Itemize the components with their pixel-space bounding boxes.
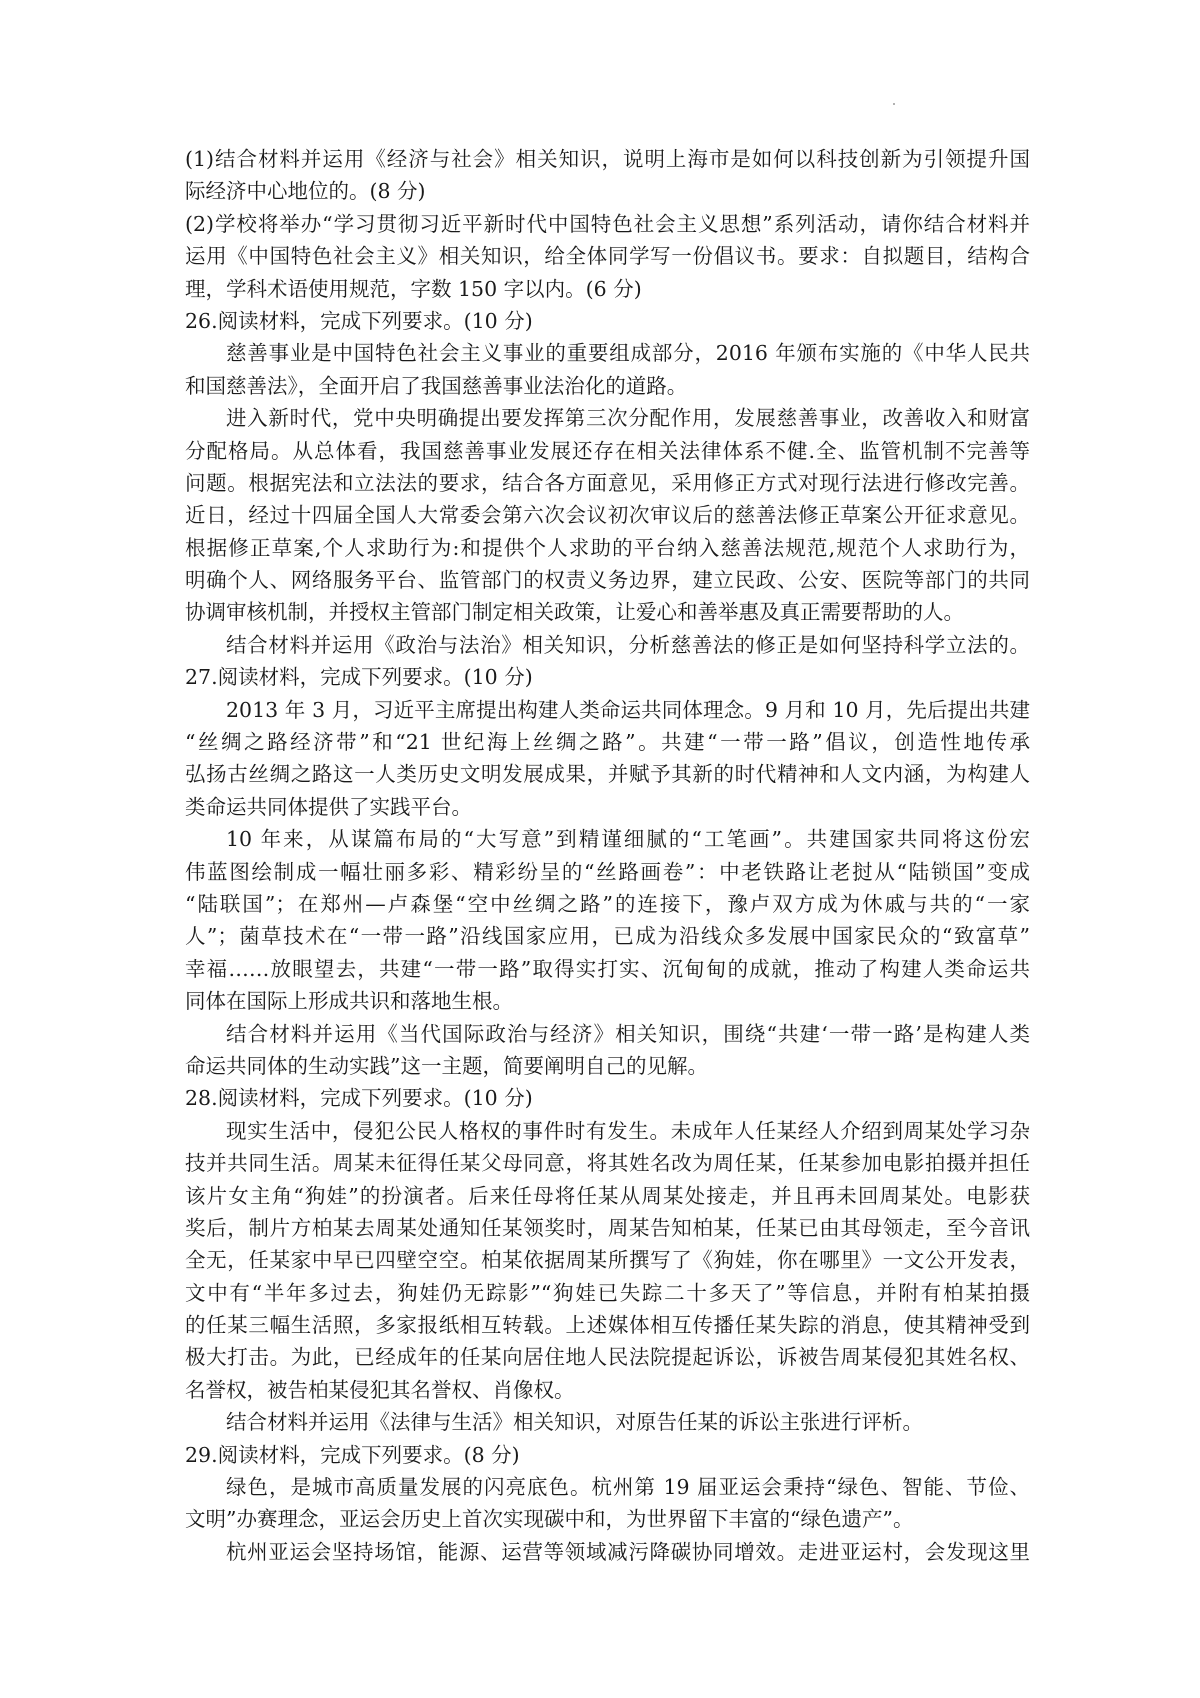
q27-task-line-2: 命运共同体的生动实践”这一主题，简要阐明自己的见解。 [185,1053,708,1078]
q27-p2-line-5: 幸福……放眼望去，共建“一带一路”取得实打实、沉甸甸的成就，推动了构建人类命运共 [185,956,1030,981]
q26-p1-line-2: 和国慈善法》，全面开启了我国慈善事业法治化的道路。 [185,373,688,398]
q26-p2-line-3: 问题。根据宪法和立法法的要求，结合各方面意见，采用修正方式对现行法进行修改完善。 [185,470,1030,495]
q27-p2-line-6: 同体在国际上形成共识和落地生根。 [185,989,513,1014]
q29-p1-line-2: 文明”办赛理念，亚运会历史上首次实现碳中和，为世界留下丰富的“绿色遗产”。 [185,1507,914,1532]
q25-part1-line-1: (1)结合材料并运用《经济与社会》相关知识，说明上海市是如何以科技创新为引领提升国 [185,147,1030,171]
q26-p2-line-1: 进入新时代，党中央明确提出要发挥第三次分配作用，发展慈善事业，改善收入和财富 [226,406,1030,431]
q27-p2-line-4: 人”；菌草技术在“一带一路”沿线国家应用，已成为沿线众多发展中国家民众的“致富草” [185,924,1030,949]
q25-part1-line-2: 际经济中心地位的。(8 分) [185,179,426,204]
q26-p2-line-7: 协调审核机制，并授权主管部门制定相关政策，让爱心和善举惠及真正需要帮助的人。 [185,600,964,625]
q25-part2-line-2: 运用《中国特色社会主义》相关知识，给全体同学写一份倡议书。要求：自拟题目，结构合 [185,244,1030,269]
q29-heading: 29.阅读材料，完成下列要求。(8 分) [185,1442,520,1467]
q25-part2-line-1: (2)学校将举办“学习贯彻习近平新时代中国特色社会主义思想”系列活动，请你结合材料并 [185,211,1030,236]
exam-page [185,143,1030,1568]
q28-p1-line-7: 的任某三幅生活照，多家报纸相互转载。上述媒体相互传播任某失踪的消息，使其精神受到 [185,1313,1030,1338]
q26-task: 结合材料并运用《政治与法治》相关知识，分析慈善法的修正是如何坚持科学立法的。 [226,632,1030,657]
q26-p2-line-6: 明确个人、网络服务平台、监管部门的权责义务边界，建立民政、公安、医院等部门的共同 [185,568,1030,593]
scan-speck [893,103,895,105]
q26-p2-line-2: 分配格局。从总体看，我国慈善事业发展还存在相关法律体系不健.全、监管机制不完善等 [185,438,1030,463]
q28-p1-line-8: 极大打击。为此，已经成年的任某向居住地人民法院提起诉讼，诉被告周某侵犯其姓名权、 [185,1345,1030,1370]
q26-p2-line-5: 根据修正草案,个人求助行为:和提供个人求助的平台纳入慈善法规范,规范个人求助行为， [185,535,1030,560]
q27-p1-line-3: 弘扬古丝绸之路这一人类历史文明发展成果，并赋予其新的时代精神和人文内涵，为构建人 [185,762,1030,787]
q29-p1-line-1: 绿色，是城市高质量发展的闪亮底色。杭州第 19 届亚运会秉持“绿色、智能、节俭、 [226,1475,1030,1500]
q27-p1-line-2: “丝绸之路经济带”和“21 世纪海上丝绸之路”。共建“一带一路”倡议，创造性地传承 [185,730,1030,755]
q27-p2-line-3: “陆联国”；在郑州—卢森堡“空中丝绸之路”的连接下，豫卢双方成为休戚与共的“一家 [185,891,1030,916]
q28-p1-line-6: 文中有“半年多过去，狗娃仍无踪影”“狗娃已失踪二十多天了”等信息，并附有柏某拍摄 [185,1280,1030,1305]
q28-p1-line-9: 名誉权，被告柏某侵犯其名誉权、肖像权。 [185,1377,575,1402]
q28-task: 结合材料并运用《法律与生活》相关知识，对原告任某的诉讼主张进行评析。 [226,1410,923,1435]
q28-p1-line-3: 该片女主角“狗娃”的扮演者。后来任母将任某从周某处接走，并且再未回周某处。电影获 [185,1183,1030,1208]
q27-heading: 27.阅读材料，完成下列要求。(10 分) [185,665,533,690]
q28-p1-line-1: 现实生活中，侵犯公民人格权的事件时有发生。未成年人任某经人介绍到周某处学习杂 [226,1118,1030,1143]
q28-p1-line-4: 奖后，制片方柏某去周某处通知任某领奖时，周某告知柏某，任某已由其母领走，至今音讯 [185,1215,1030,1240]
q27-p1-line-4: 类命运共同体提供了实践平台。 [185,794,472,819]
q26-p1-line-1: 慈善事业是中国特色社会主义事业的重要组成部分，2016 年颁布实施的《中华人民共 [226,341,1030,366]
q29-p2-line-1: 杭州亚运会坚持场馆，能源、运营等领域减污降碳协同增效。走进亚运村，会发现这里 [226,1539,1030,1564]
q27-p2-line-2: 伟蓝图绘制成一幅壮丽多彩、精彩纷呈的“丝路画卷”：中老铁路让老挝从“陆锁国”变成 [185,859,1030,884]
q27-p2-line-1: 10 年来，从谋篇布局的“大写意”到精谨细腻的“工笔画”。共建国家共同将这份宏 [226,827,1030,852]
q25-part2-line-3: 理，学科术语使用规范，字数 150 字以内。(6 分) [185,276,642,301]
q27-p1-line-1: 2013 年 3 月，习近平主席提出构建人类命运共同体理念。9 月和 10 月，先后提出共建 [226,697,1030,722]
q28-heading: 28.阅读材料，完成下列要求。(10 分) [185,1086,533,1111]
q27-task-line-1: 结合材料并运用《当代国际政治与经济》相关知识，围绕“共建‘一带一路’是构建人类 [226,1021,1030,1046]
q28-p1-line-2: 技并共同生活。周某未征得任某父母同意，将其姓名改为周任某，任某参加电影拍摄并担任 [185,1151,1030,1176]
q26-heading: 26.阅读材料，完成下列要求。(10 分) [185,308,533,333]
q28-p1-line-5: 全无，任某家中早已四壁空空。柏某依据周某所撰写了《狗娃，你在哪里》一文公开发表， [185,1248,1030,1273]
q26-p2-line-4: 近日，经过十四届全国人大常委会第六次会议初次审议后的慈善法修正草案公开征求意见。 [185,503,1030,528]
